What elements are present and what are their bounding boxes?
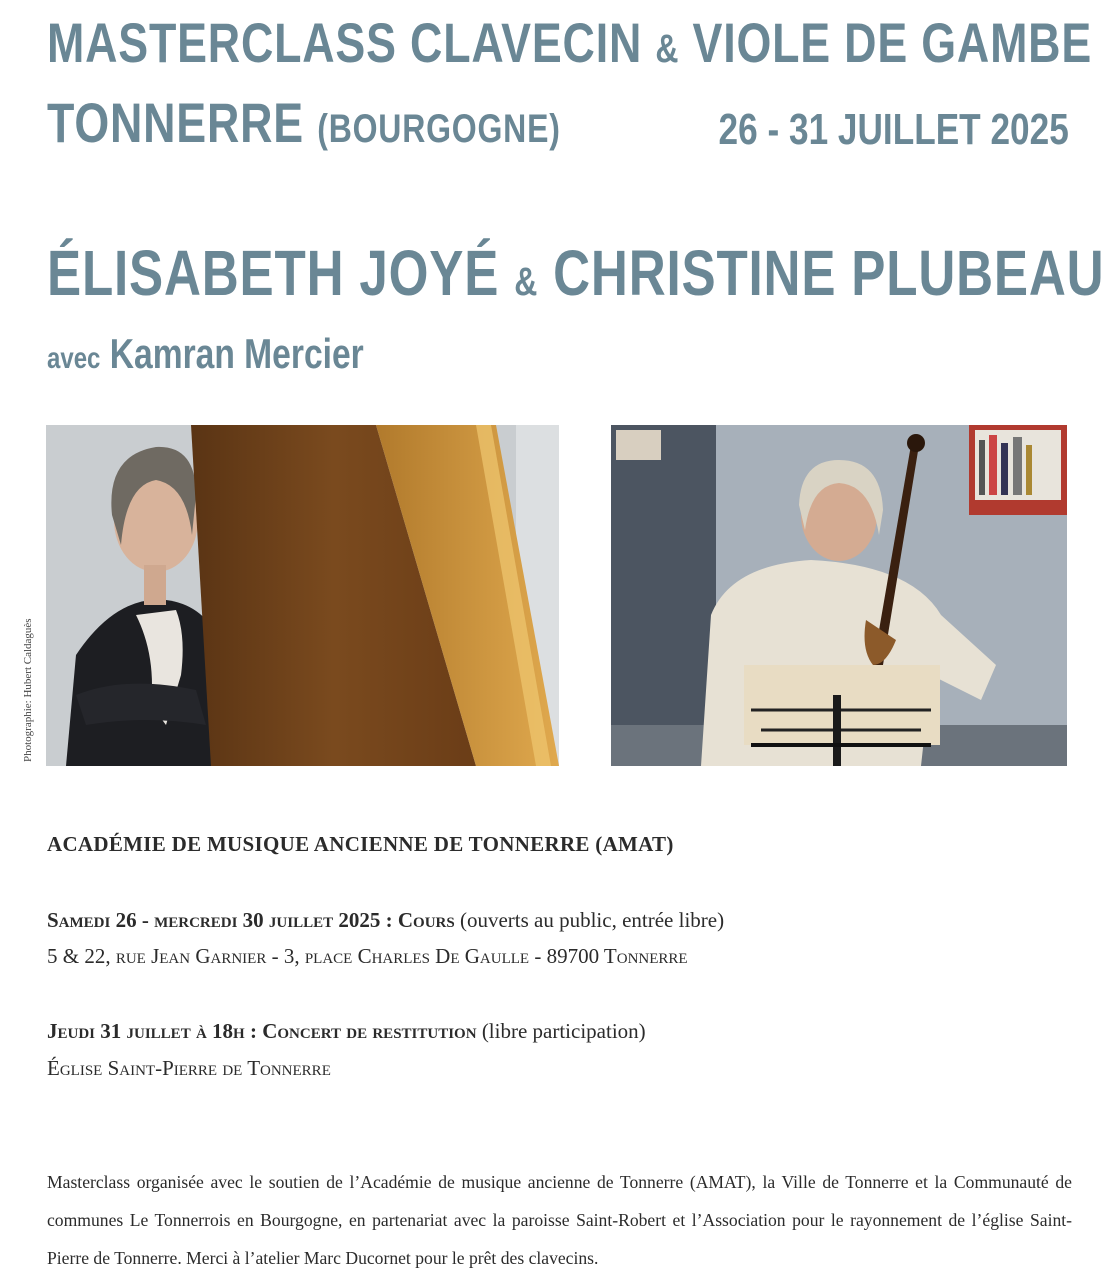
photo-credit: Photographie: Hubert Caldaguès bbox=[22, 618, 34, 762]
photo-harpsichordist bbox=[46, 425, 559, 766]
title-main: MASTERCLASS CLAVECIN bbox=[47, 11, 643, 74]
courses-note: (ouverts au public, entrée libre) bbox=[459, 908, 725, 932]
event-dates: 26 - 31 JUILLET 2025 bbox=[718, 105, 1069, 154]
location-region: (BOURGOGNE) bbox=[317, 107, 561, 151]
teachers-ampersand: & bbox=[514, 260, 539, 304]
courses-label: Cours bbox=[397, 908, 455, 932]
teacher-2: CHRISTINE PLUBEAU bbox=[553, 237, 1105, 309]
guest-with-word: avec bbox=[47, 342, 101, 375]
concert-date: Jeudi 31 juillet à 18h : bbox=[47, 1019, 257, 1043]
title-line-1 bbox=[47, 10, 1092, 75]
location-city: TONNERRE bbox=[47, 91, 304, 154]
title-line-2 bbox=[47, 90, 561, 155]
acknowledgement-paragraph: Masterclass organisée avec le soutien de l’Académie de musique ancienne de Tonnerre (AMAT), la Ville de Tonnerre et la Communauté de communes Le Tonnerrois en Bourgogne, en partenariat avec la paroisse Saint-Robert et l’Association pour le rayonnement de l’église Saint-Pierre de Tonnerre. Merci à l’atelier Marc Ducornet pour le prêt des clavecins. bbox=[47, 1172, 1072, 1268]
title-ampersand: & bbox=[655, 27, 680, 71]
teachers-heading bbox=[47, 236, 1104, 310]
guest-name: Kamran Mercier bbox=[109, 330, 364, 377]
concert-note: (libre participation) bbox=[481, 1019, 646, 1043]
concert-venue: Église Saint-Pierre de Tonnerre bbox=[47, 1056, 331, 1080]
title-end: VIOLE DE GAMBE bbox=[692, 11, 1093, 74]
courses-venue: 5 & 22, rue Jean Garnier - 3, place Charles De Gaulle - 89700 Tonnerre bbox=[47, 944, 688, 968]
teacher-1: ÉLISABETH JOYÉ bbox=[47, 237, 500, 309]
guest-line bbox=[47, 330, 364, 378]
concert-label: Concert de restitution bbox=[262, 1019, 477, 1043]
schedule-concert bbox=[47, 1019, 646, 1044]
courses-dates: Samedi 26 - mercredi 30 juillet 2025 : bbox=[47, 908, 393, 932]
photo-gambist bbox=[611, 425, 1067, 766]
schedule-courses bbox=[47, 908, 724, 933]
academy-name: ACADÉMIE DE MUSIQUE ANCIENNE DE TONNERRE (AMAT) bbox=[47, 832, 674, 856]
